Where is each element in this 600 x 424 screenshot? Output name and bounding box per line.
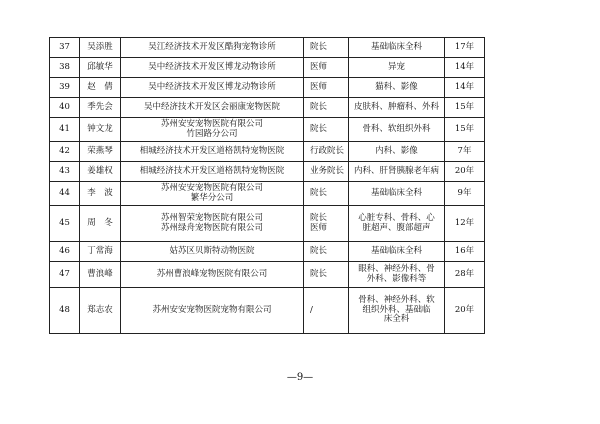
position-line: 院长 [310,123,328,134]
row-number-cell: 37 [50,38,80,58]
specialty-cell [349,58,445,78]
unit-line: 相城经济技术开发区道格凯特宠物医院 [139,145,285,156]
specialty-line: 基础临床全科 [370,41,422,52]
position-cell [304,38,349,58]
row-number-cell: 42 [50,142,80,162]
position-cell [304,118,349,142]
position-cell [304,98,349,118]
row-number-cell: 39 [50,78,80,98]
years-cell: 7年 [445,142,485,162]
unit-cell [121,38,304,58]
row-number-cell: 46 [50,242,80,262]
position-cell [304,182,349,206]
position-line: 院长 [310,101,328,112]
name-cell: 荣燕琴 [80,142,121,162]
name-cell: 曹浪峰 [80,262,121,288]
page-number: —9— [286,372,314,383]
table-row [50,262,485,288]
row-number-cell: 38 [50,58,80,78]
table-row [50,118,485,142]
position-line: 院长 [310,212,328,223]
specialty-cell [349,288,445,334]
row-number-cell: 47 [50,262,80,288]
specialty-line: 外科、影像科等 [366,273,427,284]
table-row [50,98,485,118]
unit-line: 繁华分公司 [190,192,234,203]
name-cell: 吴添胜 [80,38,121,58]
row-number-cell: 43 [50,162,80,182]
name-cell: 丁常海 [80,242,121,262]
years-cell: 15年 [445,98,485,118]
unit-cell [121,58,304,78]
name-cell: 郑志农 [80,288,121,334]
unit-cell [121,162,304,182]
table-row [50,162,485,182]
position-line: / [310,304,313,315]
specialty-cell [349,142,445,162]
specialty-cell [349,242,445,262]
name-cell: 姜雄权 [80,162,121,182]
name-cell: 邱敏华 [80,58,121,78]
specialty-cell [349,162,445,182]
specialty-line: 基础临床全科 [370,245,422,256]
specialty-cell [349,118,445,142]
table-row [50,142,485,162]
specialty-line: 基础临床全科 [370,187,422,198]
position-line: 院长 [310,187,328,198]
name-cell: 季先会 [80,98,121,118]
unit-cell [121,78,304,98]
years-cell: 20年 [445,288,485,334]
position-cell [304,162,349,182]
position-cell [304,206,349,242]
specialty-line: 内科、肝肾胰腺老年病 [353,165,439,176]
specialty-line: 床全科 [383,314,410,325]
unit-cell [121,262,304,288]
position-cell [304,242,349,262]
row-number-cell: 45 [50,206,80,242]
table-row [50,206,485,242]
table-row [50,288,485,334]
unit-cell [121,242,304,262]
specialty-line: 组织外科、基础临 [362,304,431,315]
specialty-cell [349,262,445,288]
position-line: 医师 [310,81,328,92]
unit-cell [121,98,304,118]
unit-line: 吴中经济技术开发区博龙动物诊所 [148,81,276,92]
position-line: 医师 [310,61,328,72]
specialty-line: 骨科、神经外科、软 [358,294,435,305]
years-cell: 14年 [445,58,485,78]
specialty-cell [349,78,445,98]
name-cell: 李 波 [80,182,121,206]
position-line: 行政院长 [310,145,345,156]
specialty-line: 皮肤科、肿瘤科、外科 [353,101,439,112]
unit-cell [121,288,304,334]
roster-body [50,38,485,334]
specialty-line: 异宠 [387,61,405,72]
unit-cell [121,118,304,142]
years-cell: 17年 [445,38,485,58]
specialty-cell [349,182,445,206]
row-number-cell: 44 [50,182,80,206]
position-line: 院长 [310,245,328,256]
position-cell [304,288,349,334]
specialty-cell [349,206,445,242]
specialty-line: 内科、影像 [375,145,418,156]
table-row [50,242,485,262]
years-cell: 15年 [445,118,485,142]
unit-cell [121,182,304,206]
specialty-line: 眼科、神经外科、骨 [358,263,435,274]
unit-line: 苏州曹浪峰宠物医院有限公司 [156,268,268,279]
name-cell: 周 冬 [80,206,121,242]
table-row [50,182,485,206]
unit-line: 吴中经济技术开发区博龙动物诊所 [148,61,276,72]
position-cell [304,58,349,78]
vet-roster-table [49,37,485,334]
unit-line: 苏州安安宠物医院宠物有限公司 [152,304,272,315]
position-line: 院长 [310,268,328,279]
unit-line: 竹园路分公司 [186,128,238,139]
specialty-line: 骨科、软组织外科 [362,123,431,134]
years-cell: 12年 [445,206,485,242]
unit-line: 苏州智荣宠物医院有限公司 [160,212,263,223]
years-cell: 28年 [445,262,485,288]
specialty-line: 猫科、影像 [375,81,418,92]
unit-cell [121,142,304,162]
table-row [50,58,485,78]
unit-cell [121,206,304,242]
unit-line: 相城经济技术开发区道格凯特宠物医院 [139,165,285,176]
unit-line: 苏州绿舟宠物医院有限公司 [160,222,263,233]
row-number-cell: 41 [50,118,80,142]
position-line: 院长 [310,41,328,52]
position-cell [304,78,349,98]
specialty-cell [349,98,445,118]
position-cell [304,262,349,288]
name-cell: 赵 倩 [80,78,121,98]
table-row [50,78,485,98]
position-cell [304,142,349,162]
unit-line: 苏州安安宠物医院有限公司 [160,182,263,193]
specialty-line: 心脏专科、骨科、心 [358,212,435,223]
years-cell: 20年 [445,162,485,182]
unit-line: 吴江经济技术开发区酷狗宠物诊所 [148,41,276,52]
table-row [50,38,485,58]
position-line: 业务院长 [310,165,345,176]
unit-line: 苏州安安宠物医院有限公司 [160,118,263,129]
unit-line: 吴中经济技术开发区会丽康宠物医院 [143,101,280,112]
years-cell: 9年 [445,182,485,206]
unit-line: 姑苏区贝斯特动物医院 [169,245,255,256]
specialty-cell [349,38,445,58]
years-cell: 14年 [445,78,485,98]
position-line: 医师 [310,222,328,233]
years-cell: 16年 [445,242,485,262]
specialty-line: 脏超声、腹部超声 [362,222,431,233]
row-number-cell: 48 [50,288,80,334]
row-number-cell: 40 [50,98,80,118]
name-cell: 钟文龙 [80,118,121,142]
